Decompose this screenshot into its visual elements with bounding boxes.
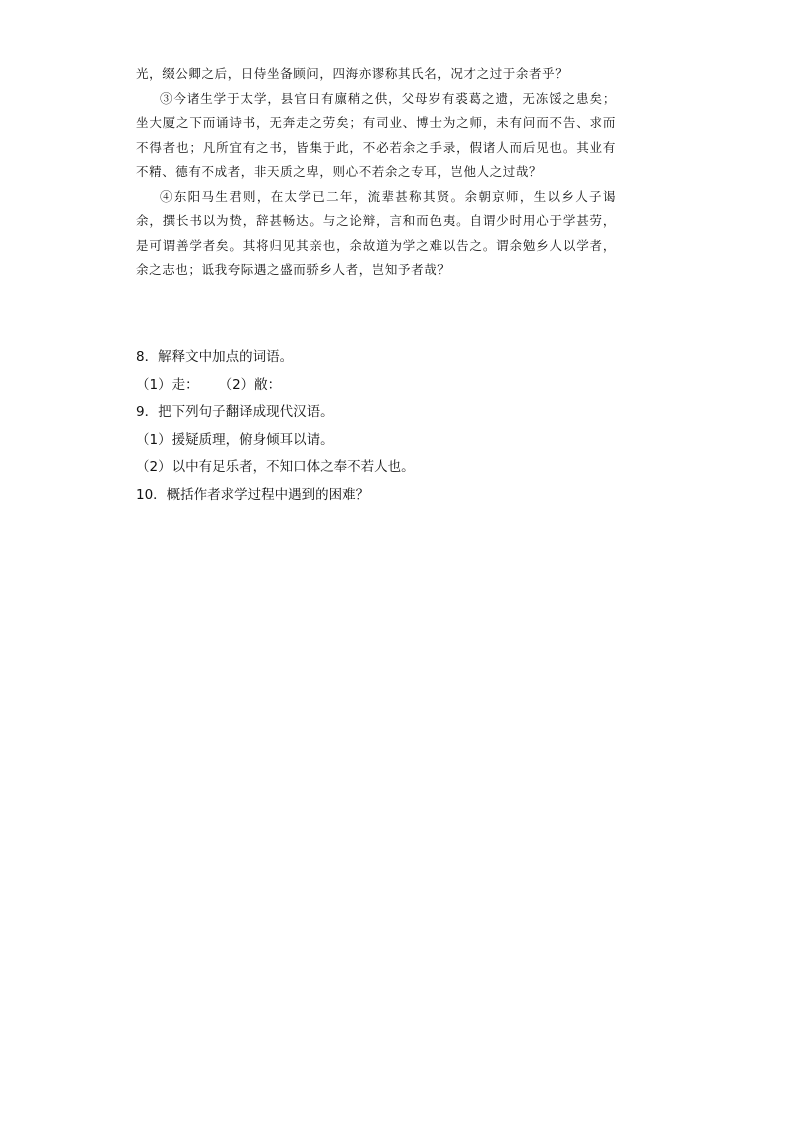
passage-paragraph-4: ④东阳马生君则，在太学已二年，流辈甚称其贤。余朝京师，生以乡人子谒余，撰长书以为贽，辞甚畅达。与之论辩，言和而色夷。自谓少时用心于学甚劳，是可谓善学者矣。其将归见其亲也，余故道为学之难以告之。谓余勉乡人以学者，余之志也；诋我夸际遇之盛而骄乡人者，岂知予者哉？ xyxy=(136,188,616,277)
question-8-items xyxy=(136,372,656,400)
question-9-item-1: （1）援疑质理，俯身倾耳以请。 xyxy=(136,431,334,448)
question-10-title: 10．概括作者求学过程中遇到的困难？ xyxy=(136,486,370,503)
question-8-item-1: （1）走： xyxy=(136,376,199,393)
question-9-item-2: （2）以中有足乐者，不知口体之奉不若人也。 xyxy=(136,459,415,475)
question-9-title: 9．把下列句子翻译成现代汉语。 xyxy=(136,404,334,420)
question-8-item-2: （2）敝： xyxy=(218,376,282,393)
passage-text xyxy=(136,62,616,283)
passage-paragraph-continued: 光，缀公卿之后，日侍坐备顾问，四海亦谬称其氏名，况才之过于余者乎？ xyxy=(136,66,569,81)
question-list xyxy=(136,344,656,509)
passage-paragraph-3: ③今诸生学于太学，县官日有廪稍之供，父母岁有裘葛之遗，无冻馁之患矣；坐大厦之下而诵诗书，无奔走之劳矣；有司业、博士为之师，未有问而不告、求而不得者也；凡所宜有之书，皆集于此，不必若余之手录，假诸人而后见也。其业有不精、德有不成者，非天质之卑，则心不若余之专耳，岂他人之过哉？ xyxy=(136,90,616,179)
question-8-title: 8．解释文中加点的词语。 xyxy=(136,349,294,365)
